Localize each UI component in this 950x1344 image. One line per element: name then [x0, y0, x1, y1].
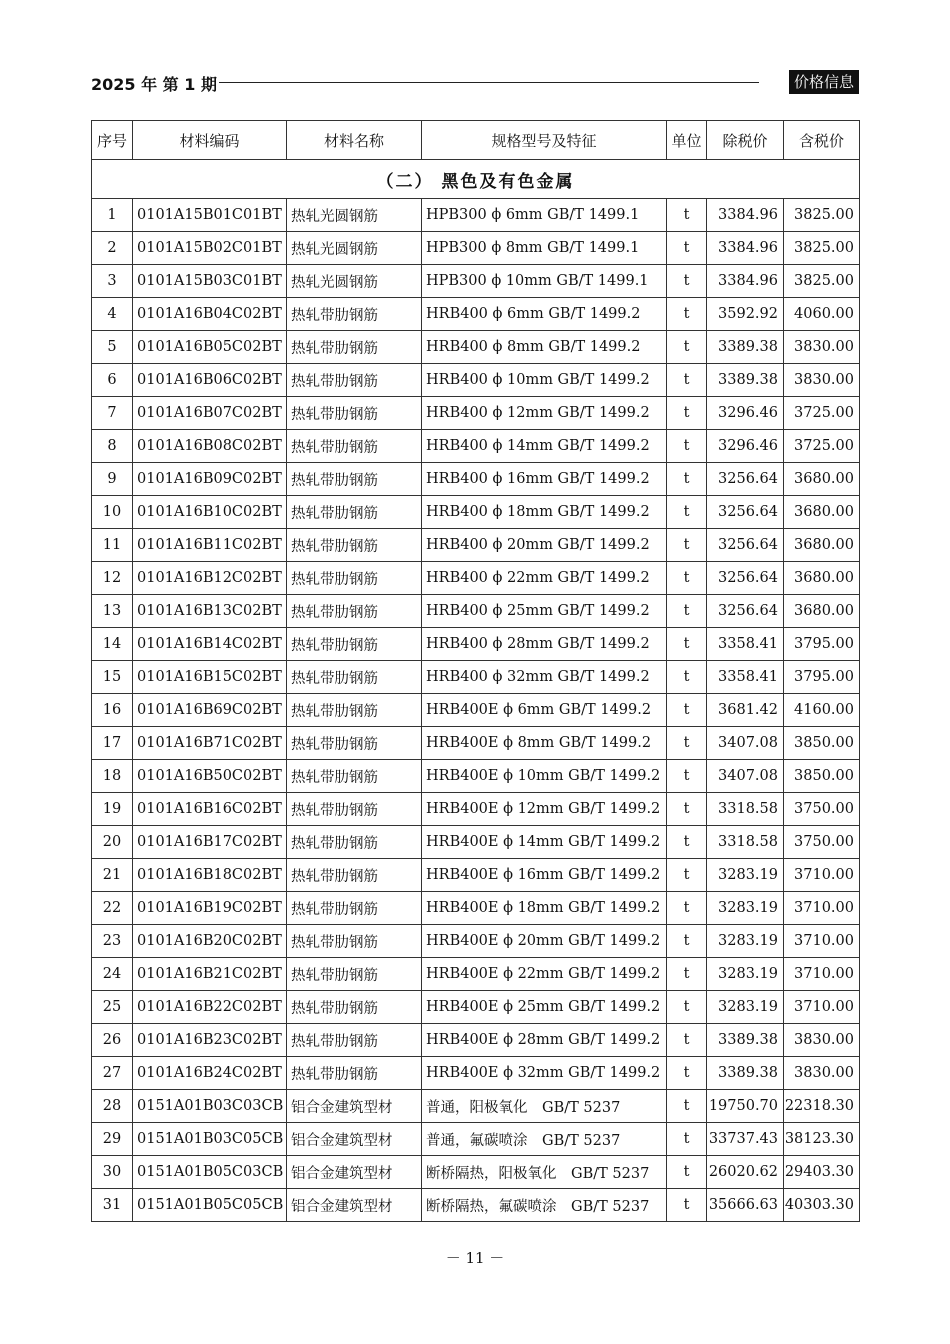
- cell-name: 热轧带肋钢筋: [287, 364, 422, 397]
- cell-index: 31: [92, 1189, 133, 1222]
- table-row: [92, 265, 860, 298]
- cell-spec: HRB400 ϕ 32mm GB/T 1499.2: [422, 661, 667, 694]
- cell-price-excl-tax: 3389.38: [707, 1024, 784, 1057]
- cell-price-excl-tax: 3592.92: [707, 298, 784, 331]
- table-row: [92, 1024, 860, 1057]
- cell-index: 2: [92, 232, 133, 265]
- cell-code: 0101A15B01C01BT: [133, 199, 287, 232]
- cell-price-incl-tax: 3710.00: [784, 925, 860, 958]
- cell-price-excl-tax: 3256.64: [707, 595, 784, 628]
- table-row: [92, 1189, 860, 1222]
- cell-spec: HRB400E ϕ 6mm GB/T 1499.2: [422, 694, 667, 727]
- cell-price-excl-tax: 3681.42: [707, 694, 784, 727]
- cell-price-incl-tax: 3795.00: [784, 628, 860, 661]
- table-row: [92, 496, 860, 529]
- cell-price-incl-tax: 3710.00: [784, 991, 860, 1024]
- cell-spec: HRB400E ϕ 32mm GB/T 1499.2: [422, 1057, 667, 1090]
- cell-code: 0101A15B02C01BT: [133, 232, 287, 265]
- cell-price-excl-tax: 3256.64: [707, 562, 784, 595]
- cell-code: 0101A16B18C02BT: [133, 859, 287, 892]
- cell-name: 热轧带肋钢筋: [287, 463, 422, 496]
- cell-code: 0101A16B19C02BT: [133, 892, 287, 925]
- cell-price-incl-tax: 3825.00: [784, 232, 860, 265]
- cell-spec: 普通，阳极氧化 GB/T 5237: [422, 1090, 667, 1123]
- cell-unit: t: [667, 628, 707, 661]
- cell-price-incl-tax: 4160.00: [784, 694, 860, 727]
- table-row: [92, 793, 860, 826]
- cell-name: 热轧光圆钢筋: [287, 199, 422, 232]
- cell-price-incl-tax: 3850.00: [784, 727, 860, 760]
- cell-spec: HRB400E ϕ 8mm GB/T 1499.2: [422, 727, 667, 760]
- cell-unit: t: [667, 661, 707, 694]
- cell-code: 0101A16B11C02BT: [133, 529, 287, 562]
- cell-name: 热轧带肋钢筋: [287, 298, 422, 331]
- cell-name: 热轧带肋钢筋: [287, 727, 422, 760]
- cell-name: 铝合金建筑型材: [287, 1123, 422, 1156]
- cell-price-excl-tax: 3256.64: [707, 496, 784, 529]
- cell-code: 0101A16B10C02BT: [133, 496, 287, 529]
- cell-code: 0101A16B16C02BT: [133, 793, 287, 826]
- cell-spec: 断桥隔热，氟碳喷涂 GB/T 5237: [422, 1189, 667, 1222]
- cell-unit: t: [667, 727, 707, 760]
- cell-price-incl-tax: 3680.00: [784, 463, 860, 496]
- cell-spec: HRB400 ϕ 22mm GB/T 1499.2: [422, 562, 667, 595]
- cell-code: 0101A16B13C02BT: [133, 595, 287, 628]
- cell-index: 26: [92, 1024, 133, 1057]
- cell-name: 热轧带肋钢筋: [287, 859, 422, 892]
- cell-code: 0101A16B14C02BT: [133, 628, 287, 661]
- cell-price-incl-tax: 4060.00: [784, 298, 860, 331]
- cell-price-incl-tax: 3825.00: [784, 265, 860, 298]
- cell-price-excl-tax: 3407.08: [707, 760, 784, 793]
- cell-code: 0101A16B06C02BT: [133, 364, 287, 397]
- cell-price-excl-tax: 3283.19: [707, 991, 784, 1024]
- cell-index: 7: [92, 397, 133, 430]
- cell-index: 21: [92, 859, 133, 892]
- cell-spec: HRB400 ϕ 28mm GB/T 1499.2: [422, 628, 667, 661]
- cell-spec: HRB400E ϕ 20mm GB/T 1499.2: [422, 925, 667, 958]
- cell-name: 铝合金建筑型材: [287, 1156, 422, 1189]
- cell-index: 8: [92, 430, 133, 463]
- cell-price-excl-tax: 3296.46: [707, 397, 784, 430]
- cell-spec: HRB400E ϕ 14mm GB/T 1499.2: [422, 826, 667, 859]
- cell-price-excl-tax: 3283.19: [707, 859, 784, 892]
- cell-price-incl-tax: 3680.00: [784, 529, 860, 562]
- cell-code: 0151A01B03C05CB: [133, 1123, 287, 1156]
- cell-unit: t: [667, 1057, 707, 1090]
- cell-price-incl-tax: 3825.00: [784, 199, 860, 232]
- table-row: [92, 925, 860, 958]
- cell-unit: t: [667, 892, 707, 925]
- cell-unit: t: [667, 1189, 707, 1222]
- cell-unit: t: [667, 1156, 707, 1189]
- cell-price-incl-tax: 3830.00: [784, 1024, 860, 1057]
- cell-unit: t: [667, 496, 707, 529]
- cell-index: 18: [92, 760, 133, 793]
- cell-code: 0101A16B69C02BT: [133, 694, 287, 727]
- cell-price-excl-tax: 3283.19: [707, 925, 784, 958]
- cell-spec: HRB400 ϕ 20mm GB/T 1499.2: [422, 529, 667, 562]
- cell-unit: t: [667, 199, 707, 232]
- cell-spec: HRB400E ϕ 25mm GB/T 1499.2: [422, 991, 667, 1024]
- cell-index: 4: [92, 298, 133, 331]
- table-row: [92, 298, 860, 331]
- cell-code: 0101A16B15C02BT: [133, 661, 287, 694]
- col-header-spec: 规格型号及特征: [422, 121, 667, 160]
- cell-index: 29: [92, 1123, 133, 1156]
- cell-price-excl-tax: 3318.58: [707, 793, 784, 826]
- cell-price-excl-tax: 3283.19: [707, 958, 784, 991]
- cell-index: 28: [92, 1090, 133, 1123]
- cell-unit: t: [667, 1024, 707, 1057]
- cell-code: 0101A16B22C02BT: [133, 991, 287, 1024]
- cell-spec: 断桥隔热，阳极氧化 GB/T 5237: [422, 1156, 667, 1189]
- cell-code: 0101A16B71C02BT: [133, 727, 287, 760]
- table-row: [92, 1090, 860, 1123]
- cell-index: 24: [92, 958, 133, 991]
- cell-index: 27: [92, 1057, 133, 1090]
- cell-index: 23: [92, 925, 133, 958]
- cell-price-excl-tax: 3389.38: [707, 1057, 784, 1090]
- table-row: [92, 826, 860, 859]
- cell-unit: t: [667, 529, 707, 562]
- cell-index: 3: [92, 265, 133, 298]
- cell-price-incl-tax: 3725.00: [784, 430, 860, 463]
- cell-price-incl-tax: 38123.30: [784, 1123, 860, 1156]
- cell-name: 铝合金建筑型材: [287, 1189, 422, 1222]
- cell-unit: t: [667, 760, 707, 793]
- cell-price-excl-tax: 3256.64: [707, 463, 784, 496]
- cell-index: 1: [92, 199, 133, 232]
- cell-name: 热轧带肋钢筋: [287, 1057, 422, 1090]
- cell-price-incl-tax: 3830.00: [784, 1057, 860, 1090]
- cell-index: 25: [92, 991, 133, 1024]
- cell-code: 0101A16B23C02BT: [133, 1024, 287, 1057]
- cell-name: 热轧光圆钢筋: [287, 232, 422, 265]
- cell-price-excl-tax: 26020.62: [707, 1156, 784, 1189]
- cell-name: 热轧带肋钢筋: [287, 661, 422, 694]
- cell-price-incl-tax: 3830.00: [784, 331, 860, 364]
- cell-price-incl-tax: 3710.00: [784, 892, 860, 925]
- cell-unit: t: [667, 331, 707, 364]
- cell-code: 0151A01B05C03CB: [133, 1156, 287, 1189]
- cell-code: 0101A16B17C02BT: [133, 826, 287, 859]
- cell-code: 0151A01B03C03CB: [133, 1090, 287, 1123]
- cell-price-excl-tax: 3358.41: [707, 628, 784, 661]
- cell-index: 12: [92, 562, 133, 595]
- cell-index: 30: [92, 1156, 133, 1189]
- table-row: [92, 331, 860, 364]
- cell-unit: t: [667, 265, 707, 298]
- cell-unit: t: [667, 364, 707, 397]
- cell-name: 热轧带肋钢筋: [287, 331, 422, 364]
- table-row: [92, 529, 860, 562]
- table-row: [92, 727, 860, 760]
- cell-price-excl-tax: 19750.70: [707, 1090, 784, 1123]
- cell-code: 0101A16B12C02BT: [133, 562, 287, 595]
- cell-spec: HRB400 ϕ 8mm GB/T 1499.2: [422, 331, 667, 364]
- cell-code: 0101A16B08C02BT: [133, 430, 287, 463]
- cell-name: 热轧带肋钢筋: [287, 991, 422, 1024]
- cell-price-excl-tax: 3283.19: [707, 892, 784, 925]
- cell-index: 20: [92, 826, 133, 859]
- cell-index: 19: [92, 793, 133, 826]
- cell-name: 铝合金建筑型材: [287, 1090, 422, 1123]
- cell-price-incl-tax: 3680.00: [784, 562, 860, 595]
- col-header-price-incl-tax: 含税价: [784, 121, 860, 160]
- cell-spec: HRB400E ϕ 22mm GB/T 1499.2: [422, 958, 667, 991]
- section-row: [92, 160, 860, 199]
- cell-price-excl-tax: 3389.38: [707, 331, 784, 364]
- cell-price-incl-tax: 3680.00: [784, 595, 860, 628]
- cell-price-incl-tax: 3725.00: [784, 397, 860, 430]
- cell-code: 0101A16B21C02BT: [133, 958, 287, 991]
- cell-code: 0101A16B09C02BT: [133, 463, 287, 496]
- cell-price-excl-tax: 3407.08: [707, 727, 784, 760]
- price-table: [91, 120, 860, 1222]
- table-row: [92, 958, 860, 991]
- cell-price-incl-tax: 40303.30: [784, 1189, 860, 1222]
- table-row: [92, 661, 860, 694]
- cell-spec: HRB400 ϕ 14mm GB/T 1499.2: [422, 430, 667, 463]
- cell-price-excl-tax: 33737.43: [707, 1123, 784, 1156]
- cell-price-excl-tax: 3296.46: [707, 430, 784, 463]
- cell-price-incl-tax: 29403.30: [784, 1156, 860, 1189]
- cell-name: 热轧带肋钢筋: [287, 925, 422, 958]
- cell-index: 9: [92, 463, 133, 496]
- table-row: [92, 628, 860, 661]
- cell-price-excl-tax: 3384.96: [707, 199, 784, 232]
- cell-unit: t: [667, 430, 707, 463]
- cell-spec: HRB400E ϕ 16mm GB/T 1499.2: [422, 859, 667, 892]
- cell-unit: t: [667, 562, 707, 595]
- cell-name: 热轧带肋钢筋: [287, 595, 422, 628]
- cell-spec: HRB400 ϕ 25mm GB/T 1499.2: [422, 595, 667, 628]
- table-row: [92, 760, 860, 793]
- cell-name: 热轧光圆钢筋: [287, 265, 422, 298]
- cell-price-incl-tax: 3830.00: [784, 364, 860, 397]
- cell-code: 0101A16B04C02BT: [133, 298, 287, 331]
- cell-index: 14: [92, 628, 133, 661]
- table-row: [92, 595, 860, 628]
- col-header-price-excl-tax: 除税价: [707, 121, 784, 160]
- cell-spec: HRB400 ϕ 18mm GB/T 1499.2: [422, 496, 667, 529]
- cell-code: 0151A01B05C05CB: [133, 1189, 287, 1222]
- cell-price-excl-tax: 3256.64: [707, 529, 784, 562]
- table-header-row: [92, 121, 860, 160]
- page-header: [91, 70, 859, 96]
- cell-name: 热轧带肋钢筋: [287, 694, 422, 727]
- cell-name: 热轧带肋钢筋: [287, 397, 422, 430]
- cell-price-incl-tax: 3710.00: [784, 958, 860, 991]
- cell-index: 15: [92, 661, 133, 694]
- cell-index: 6: [92, 364, 133, 397]
- cell-price-excl-tax: 3358.41: [707, 661, 784, 694]
- table-row: [92, 463, 860, 496]
- cell-index: 10: [92, 496, 133, 529]
- cell-unit: t: [667, 826, 707, 859]
- section-title: （二） 黑色及有色金属: [92, 160, 860, 199]
- cell-price-excl-tax: 3389.38: [707, 364, 784, 397]
- cell-unit: t: [667, 1123, 707, 1156]
- cell-index: 11: [92, 529, 133, 562]
- cell-name: 热轧带肋钢筋: [287, 793, 422, 826]
- cell-name: 热轧带肋钢筋: [287, 562, 422, 595]
- cell-spec: HRB400 ϕ 16mm GB/T 1499.2: [422, 463, 667, 496]
- cell-code: 0101A16B05C02BT: [133, 331, 287, 364]
- cell-price-excl-tax: 3384.96: [707, 232, 784, 265]
- table-row: [92, 892, 860, 925]
- cell-name: 热轧带肋钢筋: [287, 958, 422, 991]
- col-header-name: 材料名称: [287, 121, 422, 160]
- col-header-index: 序号: [92, 121, 133, 160]
- header-rule: [219, 82, 759, 83]
- cell-code: 0101A16B20C02BT: [133, 925, 287, 958]
- cell-unit: t: [667, 232, 707, 265]
- cell-spec: HRB400E ϕ 18mm GB/T 1499.2: [422, 892, 667, 925]
- cell-unit: t: [667, 463, 707, 496]
- cell-index: 17: [92, 727, 133, 760]
- cell-spec: HPB300 ϕ 8mm GB/T 1499.1: [422, 232, 667, 265]
- section-badge: 价格信息: [789, 70, 859, 94]
- cell-spec: HRB400E ϕ 12mm GB/T 1499.2: [422, 793, 667, 826]
- cell-index: 5: [92, 331, 133, 364]
- cell-price-excl-tax: 3318.58: [707, 826, 784, 859]
- table-row: [92, 991, 860, 1024]
- cell-unit: t: [667, 298, 707, 331]
- cell-unit: t: [667, 859, 707, 892]
- table-row: [92, 694, 860, 727]
- cell-price-incl-tax: 3710.00: [784, 859, 860, 892]
- cell-name: 热轧带肋钢筋: [287, 529, 422, 562]
- cell-unit: t: [667, 694, 707, 727]
- cell-price-excl-tax: 3384.96: [707, 265, 784, 298]
- cell-name: 热轧带肋钢筋: [287, 496, 422, 529]
- table-row: [92, 859, 860, 892]
- cell-code: 0101A16B24C02BT: [133, 1057, 287, 1090]
- cell-index: 22: [92, 892, 133, 925]
- table-row: [92, 562, 860, 595]
- cell-name: 热轧带肋钢筋: [287, 628, 422, 661]
- col-header-unit: 单位: [667, 121, 707, 160]
- cell-name: 热轧带肋钢筋: [287, 892, 422, 925]
- cell-price-excl-tax: 35666.63: [707, 1189, 784, 1222]
- cell-spec: 普通，氟碳喷涂 GB/T 5237: [422, 1123, 667, 1156]
- cell-unit: t: [667, 793, 707, 826]
- table-row: [92, 364, 860, 397]
- col-header-code: 材料编码: [133, 121, 287, 160]
- cell-code: 0101A16B50C02BT: [133, 760, 287, 793]
- cell-price-incl-tax: 3750.00: [784, 793, 860, 826]
- table-row: [92, 1156, 860, 1189]
- cell-name: 热轧带肋钢筋: [287, 430, 422, 463]
- cell-unit: t: [667, 595, 707, 628]
- cell-spec: HRB400E ϕ 28mm GB/T 1499.2: [422, 1024, 667, 1057]
- table-row: [92, 430, 860, 463]
- cell-spec: HRB400 ϕ 12mm GB/T 1499.2: [422, 397, 667, 430]
- cell-code: 0101A15B03C01BT: [133, 265, 287, 298]
- cell-spec: HRB400 ϕ 6mm GB/T 1499.2: [422, 298, 667, 331]
- cell-unit: t: [667, 397, 707, 430]
- page-number: － 11 －: [445, 1249, 505, 1267]
- cell-price-incl-tax: 3795.00: [784, 661, 860, 694]
- cell-unit: t: [667, 925, 707, 958]
- cell-spec: HPB300 ϕ 6mm GB/T 1499.1: [422, 199, 667, 232]
- table-row: [92, 199, 860, 232]
- cell-index: 16: [92, 694, 133, 727]
- table-row: [92, 397, 860, 430]
- table-row: [92, 1057, 860, 1090]
- cell-unit: t: [667, 991, 707, 1024]
- table-row: [92, 232, 860, 265]
- cell-unit: t: [667, 958, 707, 991]
- cell-name: 热轧带肋钢筋: [287, 1024, 422, 1057]
- cell-price-incl-tax: 3850.00: [784, 760, 860, 793]
- cell-price-incl-tax: 3750.00: [784, 826, 860, 859]
- cell-index: 13: [92, 595, 133, 628]
- cell-spec: HPB300 ϕ 10mm GB/T 1499.1: [422, 265, 667, 298]
- issue-label: 2025 年 第 1 期: [91, 75, 217, 94]
- cell-name: 热轧带肋钢筋: [287, 826, 422, 859]
- table-row: [92, 1123, 860, 1156]
- cell-spec: HRB400E ϕ 10mm GB/T 1499.2: [422, 760, 667, 793]
- cell-name: 热轧带肋钢筋: [287, 760, 422, 793]
- cell-price-incl-tax: 22318.30: [784, 1090, 860, 1123]
- cell-spec: HRB400 ϕ 10mm GB/T 1499.2: [422, 364, 667, 397]
- cell-code: 0101A16B07C02BT: [133, 397, 287, 430]
- cell-price-incl-tax: 3680.00: [784, 496, 860, 529]
- cell-unit: t: [667, 1090, 707, 1123]
